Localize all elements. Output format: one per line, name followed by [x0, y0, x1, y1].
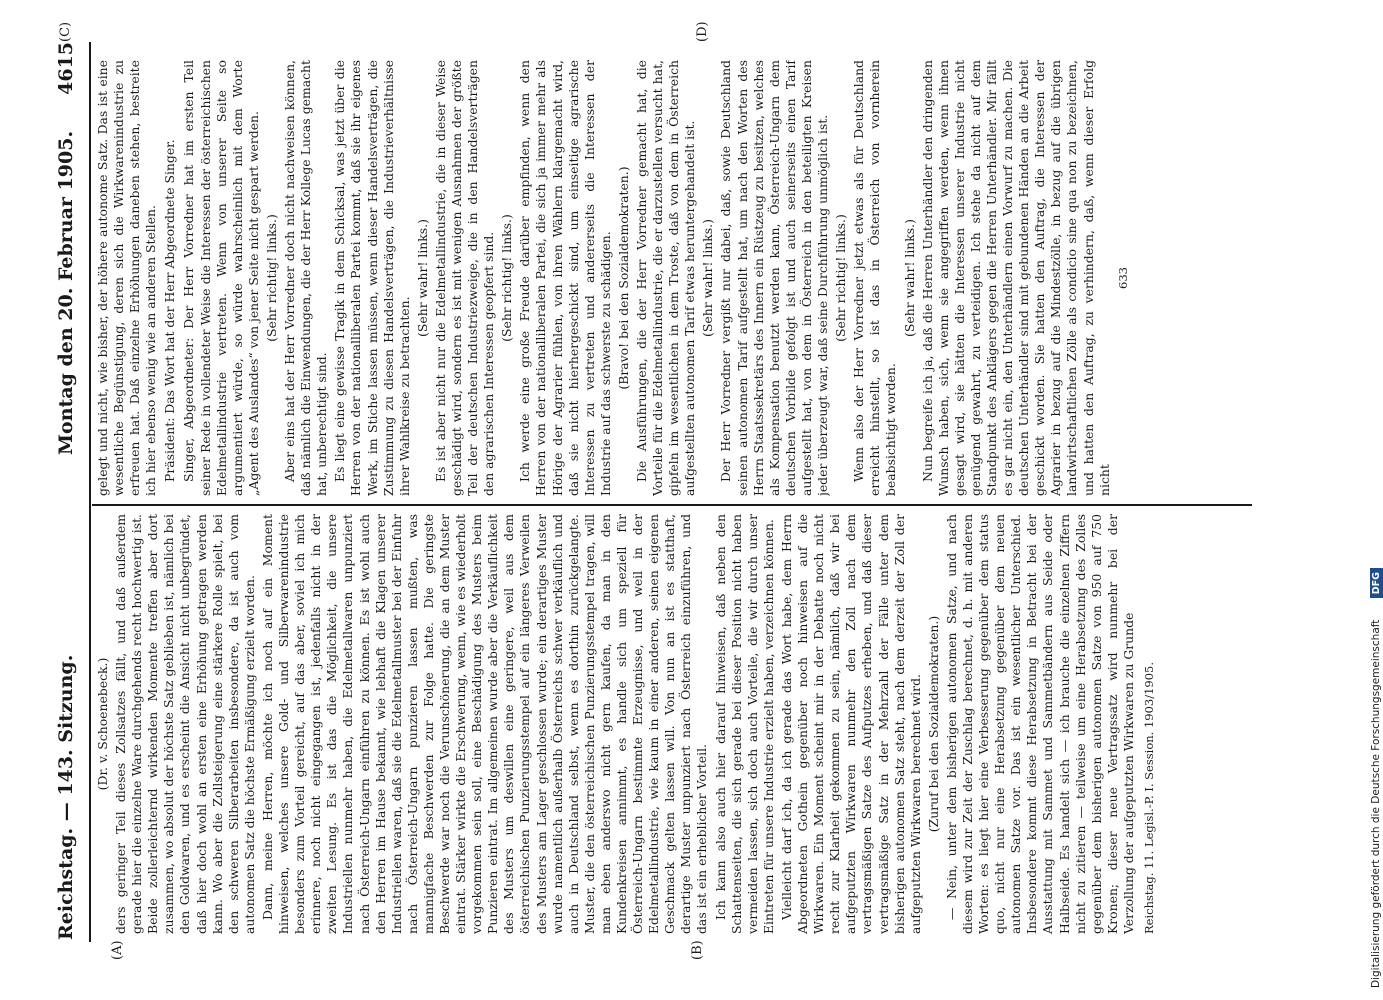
digitization-credit [1370, 12, 1383, 988]
page-header [55, 0, 89, 1000]
speaker-announcement: Präsident: Das Wort hat der Herr Abgeordnete Singer. [162, 139, 178, 482]
signature-number: 633 [1115, 267, 1130, 289]
paragraph: ders geringer Teil dieses Zollsatzes fällt, und daß außerdem gerade hier die einzelne Ware durchgehends recht hochwertig ist. Beide zollerleichternd wirkenden Momente treffen aber dort zusammen, wo absolut der höchste Satz geblieben ist, nämlich bei den Goldwaren, und es erscheint die Ansicht nicht unbegründet, daß hier doch wohl an ersten eine Erhöhung getragen werden kann. Wo aber die Zollsteigerung eine stärkere Rolle spielt, bei den schweren Silberarbeiten insbesondere, da ist auch vom autonomen Satz die höchste Ermäßigung erzielt worden. [113, 514, 257, 934]
paragraph: Es ist aber nicht nur die Edelmetallindustrie, die in dieser Weise geschädigt wird, sondern es ist mit wenigen Ausnahmen der größte Teil der deutschen Industriezweige, die in den Handelsverträgen den agrarischen Interessen geopfert sind. [432, 60, 497, 496]
header-center: Montag den 20. Februar 1905. [55, 130, 77, 455]
interjection: (Sehr wahr! links.) [700, 219, 716, 337]
speaker-note: (Dr. v. Schoenebeck.) [95, 657, 110, 791]
paragraph: Singer, Abgeordneter: Der Herr Vorredner hat im ersten Teil seiner Rede in vollendeter Weise die Interessen der österreichischen Edelmetallindustrie vertreten. Wenn von unserer Seite so argumentiert würde, so würde wahrscheinlich mit dem Worte „Agent des Auslandes“ von jener Seite nicht gespart werden. [181, 60, 261, 496]
session-footer: Reichstag. 11. Legisl.-P. I. Session. 1903/1905. [1142, 661, 1156, 934]
paragraph: Die Ausführungen, die der Herr Vorredner gemacht hat, die Vorteile für die Edelmetallindustrie, die er darzustellen versucht hat, gipfeln im wesentlichen in dem Troste, daß von dem in Österreich aufgestellten autonomen Tarif etwas heruntergehandelt ist. [634, 60, 698, 496]
credit-text: Digitalisierung gefördert durch die Deutsche Forschungsgemeinschaft [1370, 619, 1382, 988]
margin-marker-c: (C) [58, 21, 73, 42]
right-column [95, 60, 1265, 496]
paragraph: Es liegt eine gewisse Tragik in dem Schicksal, was jetzt über die Herren von der nationalliberalen Partei kommt, daß sie ihr eigenes Werk, im Stiche lassen müssen, wenn dieser Handelsverträgen, die Zustimmung zu diesen Handelsverträgen, die Industrieverhältnisse ihrer Wahlkreise zu betrachten. [332, 60, 412, 496]
paragraph: Dann, meine Herren, möchte ich noch auf ein Moment hinweisen, welches unsere Gold- und Silberwarenindustrie besonders zum Vorteil gereicht, auf das aber, soviel ich mich erinnere, noch nicht eingegangen ist, jedenfalls nicht in der zweiten Lesung. Es ist das die Möglichkeit, die unsere Industriellen nunmehr haben, die Edelmetallwaren unpunziert nach Österreich-Ungarn einführen zu können. Es ist wohl auch den Herren im Hause bekannt, wie lebhaft die Klagen unserer Industriellen waren, daß sie die Edelmetallmuster bei der Einfuhr nach Österreich-Ungarn punzieren lassen mußten, was mannigfache Beschwerden zur Folge hatte. Die geringste Beschwerde war noch die Verunschönerung, die an dem Muster eintrat. Stärker wirkte die Erschwerung, wenn, wie es wiederholt vorgekommen sein soll, eine Beschädigung des Musters beim Punzieren eintrat. Im allgemeinen wurde aber die Verkäuflichkeit des Musters um deswillen eine geringere, weil aus dem österreichischen Punzierungsstempel auf ein längeres Verweilen des Musters am Lager geschlossen wurde; ein derartiges Muster wurde namentlich außerhalb Österreichs schwer verkäuflich und auch in Deutschland selbst, wenn es dorthin zurückgelangte. Muster, die den österreichischen Punzierungsstempel tragen, will man eben anderswo nicht gern kaufen, da man in den Kundenkreisen annimmt, es handle sich um speziell für Österreich-Ungarn bestimmte Erzeugnisse, und weil in der Edelmetallindustrie, wie kaum in einer anderen, seinen eigenen Geschmack gelten lassen will. Von nun an ist es statthaft, derartige Muster unpunziert nach Österreich einzuführen, und das ist ein erheblicher Vorteil. [259, 514, 710, 934]
paragraph: Wenn also der Herr Vorredner jetzt etwas als für Deutschland erreicht hinstellt, so ist das in Österreich von vornherein beabsichtigt worden. [851, 60, 899, 496]
paragraph: Vielleicht darf ich, da ich gerade das Wort habe, dem Herrn Abgeordneten Gothein gegenüber noch hinweisen auf die Wirkwaren. Ein Moment scheint mir in der Debatte noch nicht recht zur Klarheit gekommen zu sein, nämlich, daß wir bei aufgeputzten Wirkwaren nunmehr den Zoll nach dem vertragsmäßigen Satze des Aufputzes erheben, und daß dieser vertragsmäßige Satz in der Mehrzahl der Fälle unter dem bisherigen autonomen Satz steht, nach dem derzeit der Zoll der aufgeputzten Wirkwaren berechnet wird. [778, 514, 923, 934]
interjection: (Sehr richtig! links.) [499, 214, 515, 342]
margin-marker-b: (B) [690, 940, 705, 960]
left-column [95, 514, 1265, 934]
interjection: (Bravo! bei den Sozialdemokraten.) [615, 166, 631, 390]
paragraph: gelegt und nicht, wie bisher, der höhere autonome Satz. Das ist eine wesentliche Begünstigung, deren sich die Wirkwarenindustrie zu erfreuen hat. Daß einzelne Erhöhungen daneben stehen, bestreite ich hier ebenso wenig wie an anderen Stellen. [95, 60, 159, 496]
dfg-logo: DFG [1370, 568, 1383, 598]
paragraph: Der Herr Vorredner vergißt nur dabei, daß, sowie Deutschland seinen autonomen Tarif aufgestellt hat, um nach den Worten des Herrn Staatssekretärs des Innern ein Rüstzeug zu besitzen, welches als Kompensation benutzt werden kann, Österreich-Ungarn dem deutschen Vorbilde gefolgt ist und auch seinerseits einen Tarif aufgestellt hat, von dem in Österreich in den beteiligten Kreisen jeder überzeugt war, daß seine Durchführung unmöglich ist. [718, 60, 831, 496]
interjection: (Sehr richtig! links.) [263, 214, 279, 342]
paragraph: Nun begreife ich ja, daß die Herren Unterhändler den dringenden Wunsch haben, sich, wenn sie angegriffen werden, wenn ihnen gesagt wird, sie hätten die Interessen unserer Industrie nicht genügend gewahrt, zu verteidigen. Ich stehe da nicht auf dem Standpunkt des Anklägers gegen die Herren Unterhändler. Mir fällt es gar nicht ein, den Unterhändlern einen Vorwurf zu machen. Die deutschen Unterhändler sind mit gebundenen Händen an die Arbeit geschickt worden. Sie hatten den Auftrag, die Interessen der Agrarier in bezug auf die Mindestzölle, in bezug auf die übrigen landwirtschaftlichen Zölle als condicio sine qua non zu bezeichnen, und hatten den Auftrag, zu verhindern, daß, wenn dieser Erfolg nicht [919, 60, 1112, 496]
column-divider [92, 504, 1252, 506]
paragraph: Ich werde eine große Freude darüber empfinden, wenn den Herren von der nationalliberalen Partei, die sich ja immer mehr als Hörige der Agrarier fühlen, von ihren Wählern klargemacht wird, daß sie nicht hierhergeschickt sind, um einseitige agrarische Interessen zu vertreten und andererseits die Interessen der Industrie auf das schwerste zu schädigen. [517, 60, 613, 496]
interjection: (Sehr richtig! links.) [833, 214, 849, 342]
header-rule [89, 42, 91, 942]
interjection: (Zuruf bei den Sozialdemokraten.) [925, 615, 941, 833]
interjection: (Sehr wahr! links.) [901, 219, 917, 337]
paragraph: Ich kann also auch hier darauf hinweisen, daß neben den Schattenseiten, die sich gerade bei dieser Position nicht haben vermeiden lassen, sich doch auch Vorteile, die wir durch unser Eintreten für unsere Industrie erzielt haben, verzeichnen können. [712, 514, 776, 934]
page-number: 4615 [55, 42, 77, 95]
interjection: (Sehr wahr! links.) [414, 219, 430, 337]
header-left: Reichstag. — 143. Sitzung. [55, 654, 77, 940]
margin-marker-a: (A) [110, 940, 125, 960]
margin-marker-d: (D) [695, 21, 710, 42]
paragraph: Aber eins hat der Herr Vorredner doch nicht nachweisen können, daß nämlich die Einwendungen, die der Herr Kollege Lucas gemacht hat, unberechtigt sind. [282, 60, 330, 496]
paragraph: — Nein, unter dem bisherigen autonomen Satze, und nach diesem wird zur Zeit der Zuschlag berechnet, d. h. mit anderen Worten: es liegt hier eine Verbesserung gegenüber dem status quo, nicht nur eine Herabsetzung gegenüber dem neuen autonomen Satze vor. Das ist ein wesentlicher Unterschied. Insbesondere kommt diese Herabsetzung in Betracht bei der Ausstattung mit Sammet und Sammetbändern aus Seide oder Halbseide. Es handelt sich — ich brauche die einzelnen Ziffern nicht zu zitieren — teilweise um eine Herabsetzung des Zolles gegenüber dem bisherigen autonomen Satze von 950 auf 750 Kronen; dieser neue Vertragssatz wird nunmehr bei der Verzollung der aufgeputzten Wirkwaren zu Grunde [943, 514, 1136, 934]
